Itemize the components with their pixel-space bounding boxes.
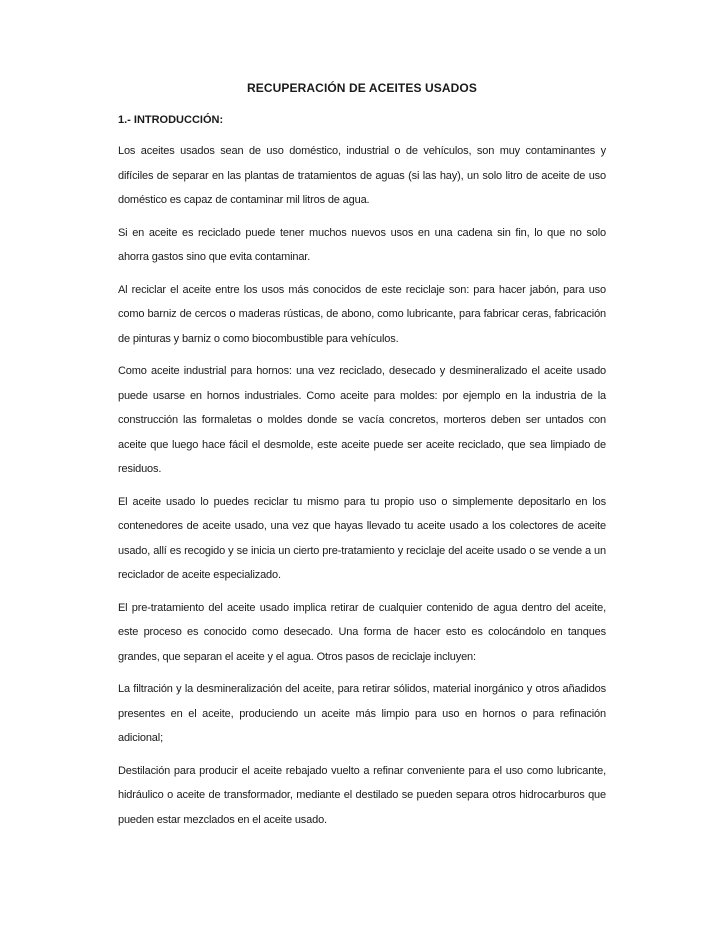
document-page	[118, 76, 606, 840]
paragraph-5: El aceite usado lo puedes reciclar tu mismo para tu propio uso o simplemente depositarlo en los contenedores de aceite usado, una vez que hayas llevado tu aceite usado a los colectores de aceite usado, allí es recogido y se inicia un cierto pre-tratamiento y reciclaje del aceite usado o se vende a un reciclador de aceite especializado.	[118, 495, 606, 581]
section-heading: 1.- INTRODUCCIÓN:	[118, 114, 224, 126]
paragraph-1: Los aceites usados sean de uso doméstico, industrial o de vehículos, son muy contaminantes y difíciles de separar en las plantas de tratamientos de aguas (si las hay), un solo litro de aceite de uso doméstico es capaz de contaminar mil litros de agua.	[118, 145, 606, 206]
paragraph-2: Si en aceite es reciclado puede tener muchos nuevos usos en una cadena sin fin, lo que no solo ahorra gastos sino que evita contaminar.	[118, 226, 606, 263]
paragraph-6: El pre-tratamiento del aceite usado implica retirar de cualquier contenido de agua dentro del aceite, este proceso es conocido como desecado. Una forma de hacer esto es colocándolo en tanques grandes, que separan el aceite y el agua. Otros pasos de reciclaje incluyen:	[118, 601, 606, 663]
document-title: RECUPERACIÓN DE ACEITES USADOS	[247, 81, 477, 95]
paragraph-3: Al reciclar el aceite entre los usos más conocidos de este reciclaje son: para hacer jabón, para uso como barniz de cercos o maderas rústicas, de abono, como lubricante, para fabricar ceras, fabricación de pinturas y barniz o como biocombustible para vehículos.	[118, 283, 606, 345]
paragraph-7: La filtración y la desmineralización del aceite, para retirar sólidos, material inorgánico y otros añadidos presentes en el aceite, produciendo un aceite más limpio para uso en hornos o para refinación adicional;	[118, 683, 606, 744]
paragraph-8: Destilación para producir el aceite rebajado vuelto a refinar conveniente para el uso como lubricante, hidráulico o aceite de transformador, mediante el destilado se pueden separa otros hidrocarburos que pueden estar mezclados en el aceite usado.	[118, 764, 606, 826]
paragraph-4: Como aceite industrial para hornos: una vez reciclado, desecado y desmineralizado el aceite usado puede usarse en hornos industriales. Como aceite para moldes: por ejemplo en la industria de la construcción las formaletas o moldes donde se vacía concretos, morteros deben ser untados con aceite que luego hace fácil el desmolde, este aceite puede ser aceite reciclado, que sea limpiado de residuos.	[118, 365, 606, 475]
